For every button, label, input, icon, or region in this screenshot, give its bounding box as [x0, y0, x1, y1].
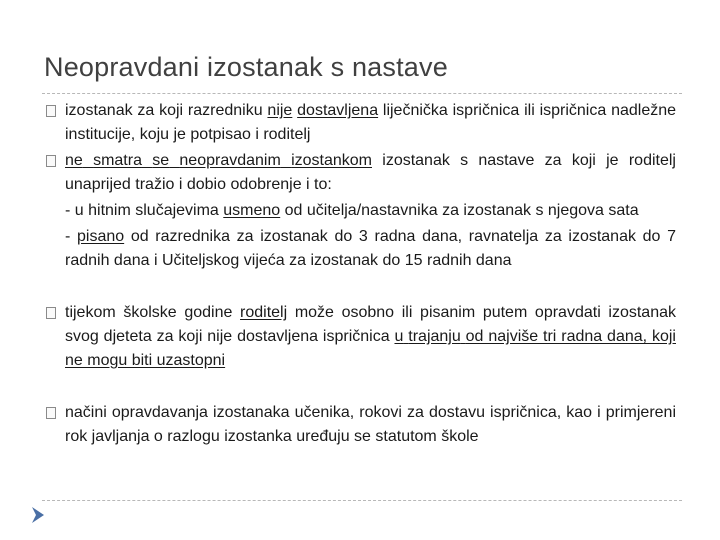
bullet-item-3	[46, 301, 676, 373]
bullet-item-1	[46, 99, 676, 147]
bullet-item-4	[46, 401, 676, 449]
bullet-square-icon	[46, 105, 56, 117]
bullet-2-text: ne smatra se neopravdanim izostankom izostanak s nastave za koji je roditelj unaprijed tražio i dobio odobrenje i to:	[65, 152, 676, 193]
title-divider	[42, 93, 682, 94]
bullet-3-text: tijekom školske godine roditelj može osobno ili pisanim putem opravdati izostanak svog djeteta za koji nije dostavljena ispričnica u trajanju od najviše tri radna dana, koji ne mogu biti uzastopni	[65, 304, 676, 369]
sub-item-1: - u hitnim slučajevima usmeno od učitelja/nastavnika za izostanak s njegova sata	[65, 202, 639, 219]
bullet-4-text: načini opravdavanja izostanaka učenika, rokovi za dostavu ispričnica, kao i primjereni rok javljanja o razlogu izostanka uređuju se statutom škole	[65, 404, 676, 445]
bullet-square-icon	[46, 155, 56, 167]
bullet-1-text: izostanak za koji razredniku nije dostavljena liječnička ispričnica ili ispričnica nadležne institucije, koju je potpisao i roditelj	[65, 102, 677, 143]
slide-title: Neopravdani izostanak s nastave	[44, 52, 448, 82]
sub-item-2: - pisano od razrednika za izostanak do 3 radna dana, ravnatelja za izostanak do 7 radnih dana i Učiteljskog vijeća za izostanak do 15 radnih dana	[65, 228, 676, 269]
slide-body	[46, 99, 676, 449]
bullet-square-icon	[46, 307, 56, 319]
bullet-item-2	[46, 149, 676, 197]
footer-divider	[42, 500, 682, 501]
nav-arrow-icon[interactable]	[28, 505, 48, 525]
bullet-square-icon	[46, 407, 56, 419]
